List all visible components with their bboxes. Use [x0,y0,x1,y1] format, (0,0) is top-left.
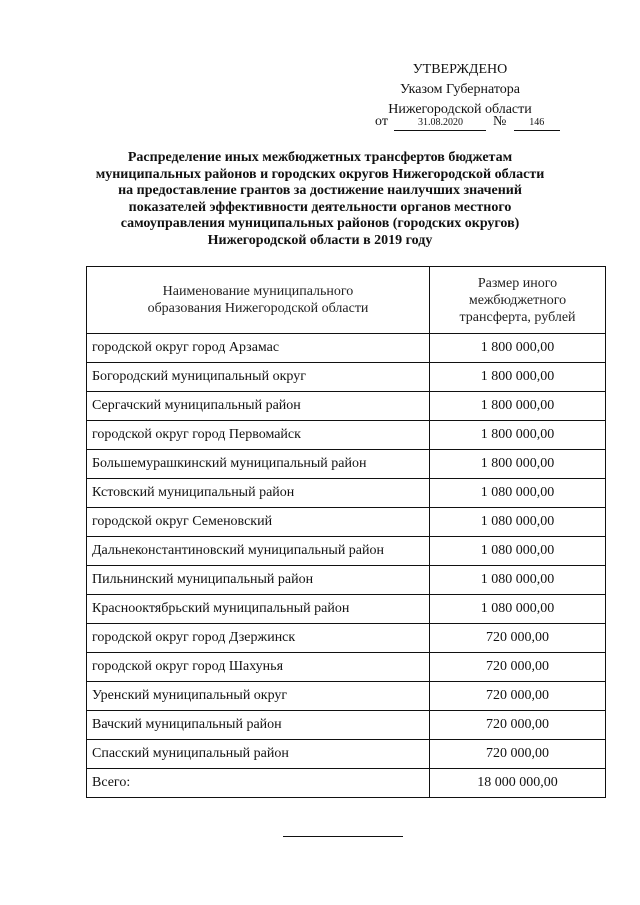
transfer-amount: 720 000,00 [430,682,606,711]
transfer-amount: 720 000,00 [430,653,606,682]
municipality-name: городской округ город Первомайск [87,421,430,450]
municipality-name: Большемурашкинский муниципальный район [87,450,430,479]
header-municipality: Наименование муниципального образования Нижегородской области [87,267,430,334]
transfer-amount: 720 000,00 [430,624,606,653]
table-header-row [87,267,606,334]
table-row [87,450,606,479]
table-row [87,740,606,769]
table-row [87,595,606,624]
table-row [87,624,606,653]
title-line: Нижегородской области в 2019 году [207,232,433,248]
table-row [87,566,606,595]
table-row [87,653,606,682]
municipality-name: городской округ Семеновский [87,508,430,537]
municipality-name: Дальнеконстантиновский муниципальный район [87,537,430,566]
table-row [87,711,606,740]
municipality-name: Кстовский муниципальный район [87,479,430,508]
decree-date: 31.08.2020 [394,116,486,131]
total-row [87,769,606,798]
transfer-amount: 1 080 000,00 [430,479,606,508]
title-line: самоуправления муниципальных районов (городских округов) [120,216,520,231]
approval-stamp [360,60,560,120]
transfer-amount: 1 800 000,00 [430,334,606,363]
table-row [87,363,606,392]
table-row [87,334,606,363]
municipality-name: городской округ город Дзержинск [87,624,430,653]
title-line: показателей эффективности деятельности органов местного [128,199,512,215]
table-row [87,421,606,450]
number-sign: № [492,114,507,129]
transfer-amount: 1 080 000,00 [430,537,606,566]
total-label: Всего: [87,769,430,798]
municipality-name: Уренский муниципальный округ [87,682,430,711]
approval-decree: Указом Губернатора [399,82,521,97]
approval-region: Нижегородской области [388,102,532,117]
footer-divider [283,836,403,837]
transfer-amount: 1 080 000,00 [430,595,606,624]
table-row [87,537,606,566]
title-line: на предоставление грантов за достижение наилучших значений [118,183,522,198]
municipality-name: Вачский муниципальный район [87,711,430,740]
decree-date-row [375,113,575,131]
title-line: Распределение иных межбюджетных трансфертов бюджетам [127,150,513,165]
transfer-amount: 1 080 000,00 [430,508,606,537]
decree-number: 146 [514,116,560,131]
transfer-amount: 1 800 000,00 [430,363,606,392]
municipality-name: Сергачский муниципальный район [87,392,430,421]
transfer-amount: 1 800 000,00 [430,450,606,479]
municipality-name: городской округ город Арзамас [87,334,430,363]
municipality-name: Богородский муниципальный округ [87,363,430,392]
table-row [87,508,606,537]
header-amount: Размер иного межбюджетного трансферта, рублей [430,267,606,334]
approval-heading: УТВЕРЖДЕНО [412,62,508,77]
total-amount: 18 000 000,00 [430,769,606,798]
transfer-amount: 720 000,00 [430,740,606,769]
table-row [87,392,606,421]
transfer-amount: 720 000,00 [430,711,606,740]
municipality-name: Краснооктябрьский муниципальный район [87,595,430,624]
transfer-amount: 1 800 000,00 [430,392,606,421]
transfer-amount: 1 080 000,00 [430,566,606,595]
table-row [87,479,606,508]
municipality-name: городской округ город Шахунья [87,653,430,682]
table-row [87,682,606,711]
title-line: муниципальных районов и городских округов Нижегородской области [95,166,545,182]
document-title [80,150,560,249]
transfer-amount: 1 800 000,00 [430,421,606,450]
date-prefix: от [375,114,388,129]
transfer-table [86,266,606,798]
municipality-name: Пильнинский муниципальный район [87,566,430,595]
municipality-name: Спасский муниципальный район [87,740,430,769]
